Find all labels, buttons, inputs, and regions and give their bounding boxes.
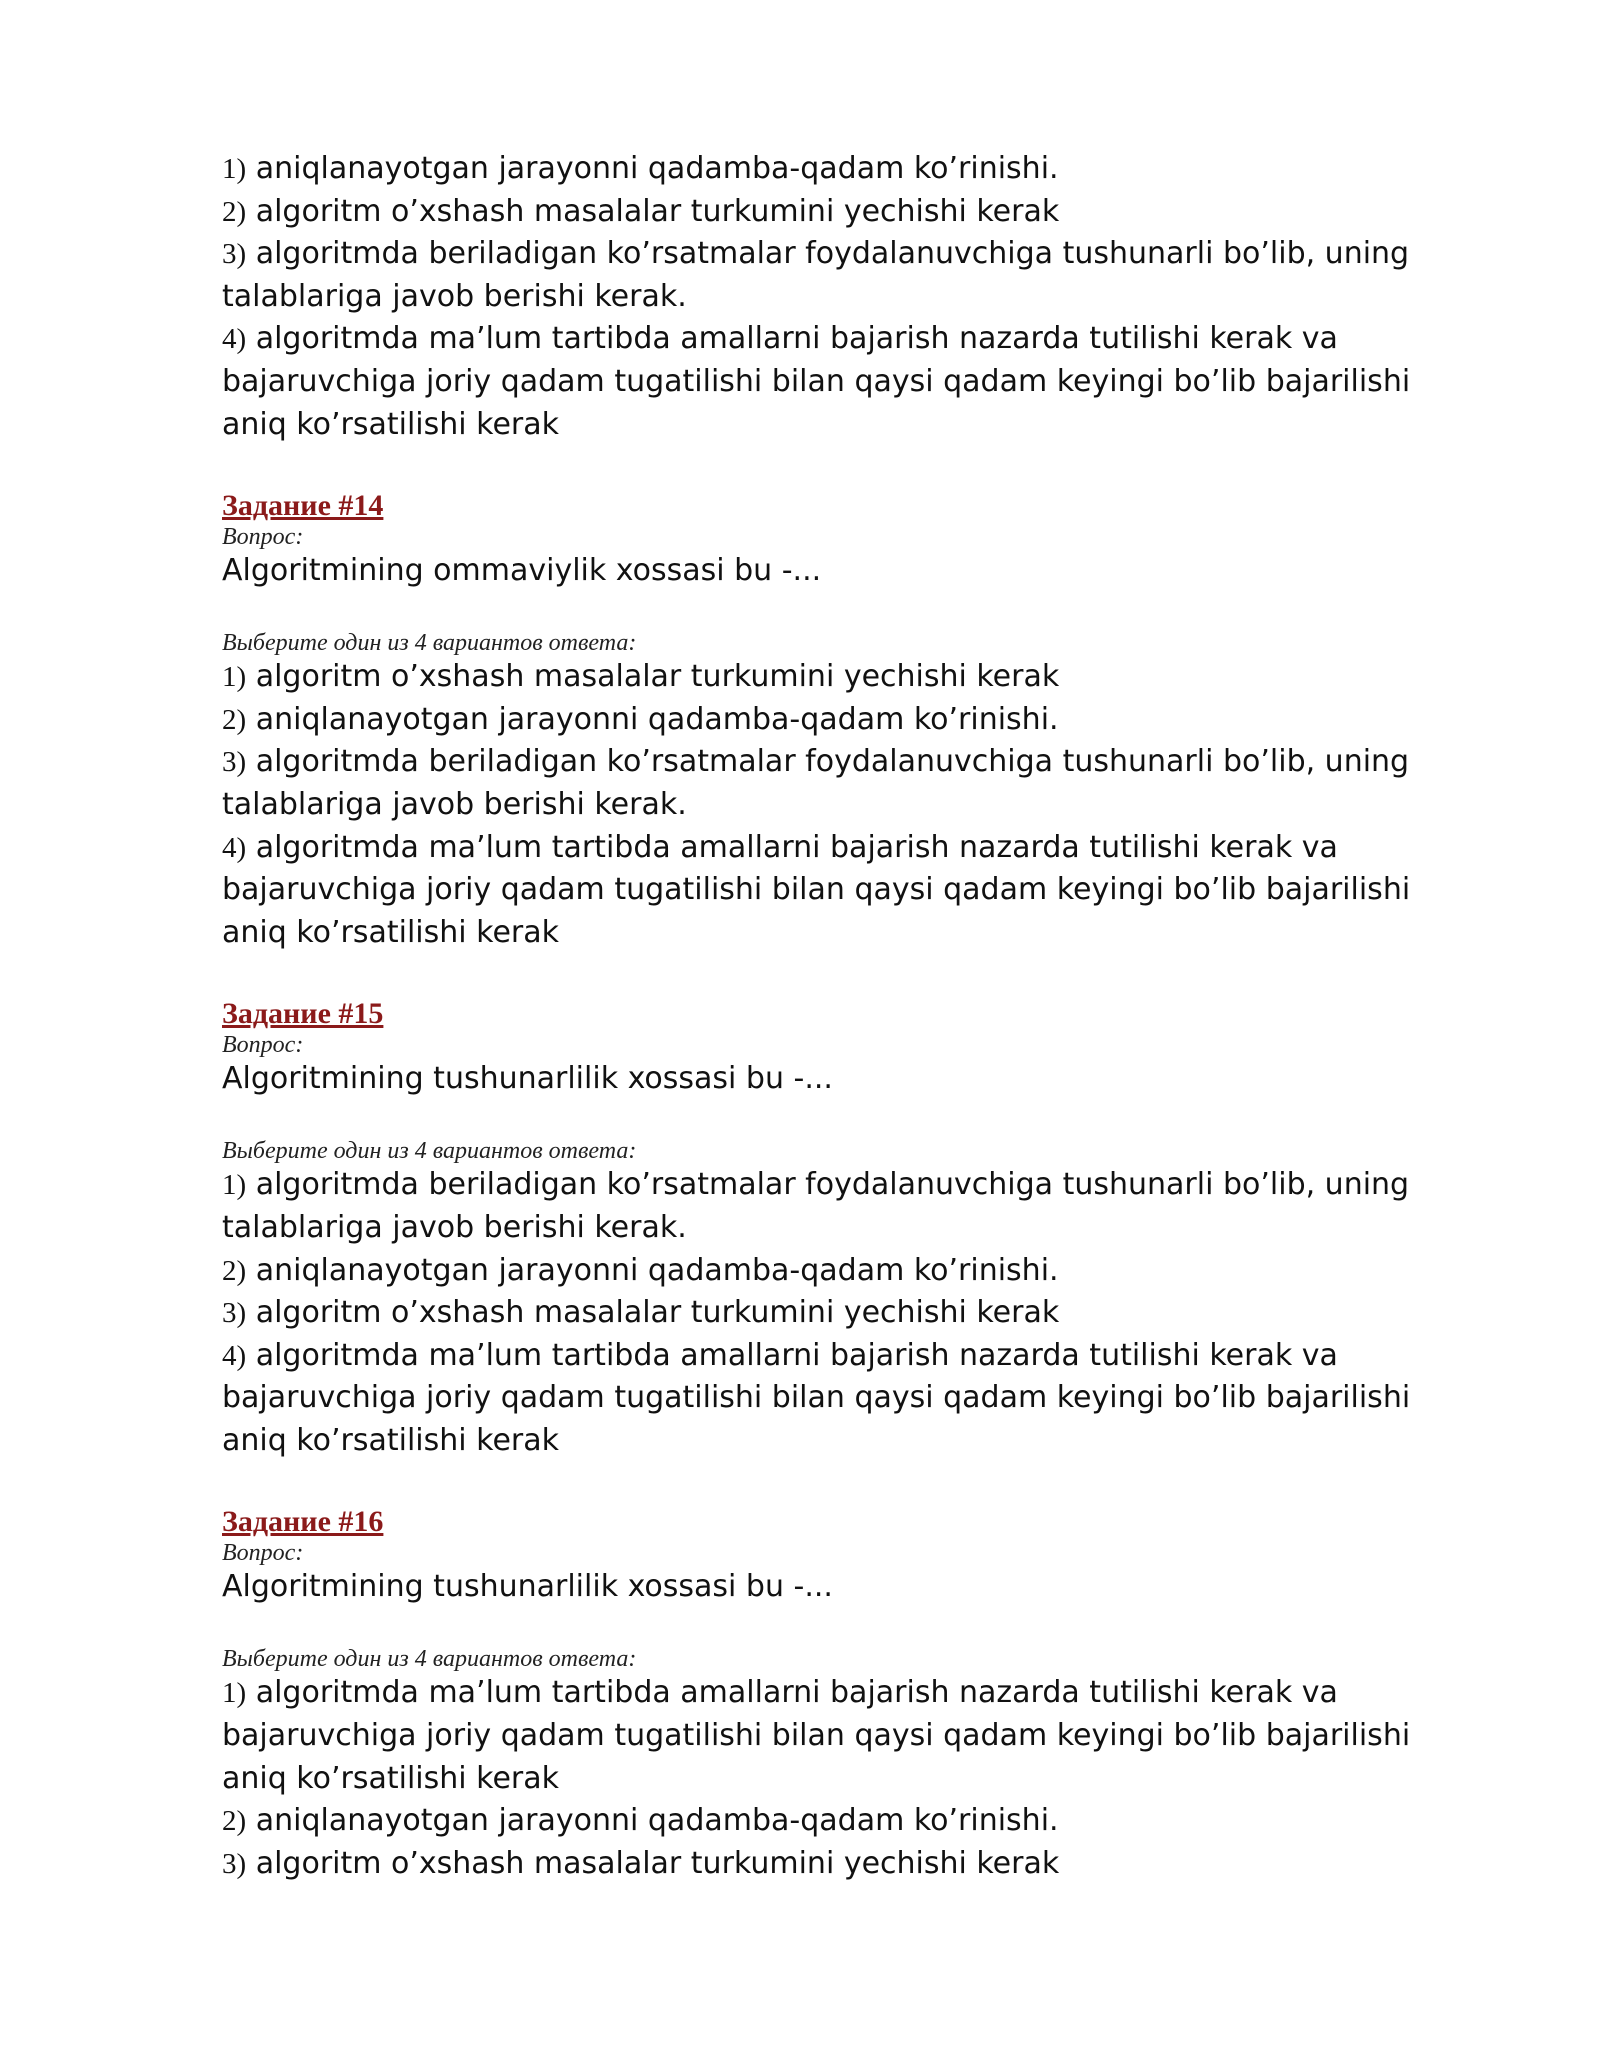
task-title: Задание #15 (222, 997, 384, 1031)
answer-option (222, 318, 1482, 446)
question-text: Algoritmining ommaviylik xossasi bu -... (222, 553, 822, 589)
answer-number: 3) (222, 1297, 247, 1330)
answer-option (222, 1672, 1482, 1800)
answer-text: algoritmda ma’lum tartibda amallarni bajarish nazarda tutilishi kerak va bajaruvchiga joriy qadam tugatilishi bilan qaysi qadam keyingi bo’lib bajarilishi aniq ko’rsatilishi kerak (222, 1337, 1411, 1458)
answer-text: algoritmda ma’lum tartibda amallarni bajarish nazarda tutilishi kerak va bajaruvchiga joriy qadam tugatilishi bilan qaysi qadam keyingi bo’lib bajarilishi aniq ko’rsatilishi kerak (222, 829, 1411, 950)
answer-option (222, 1800, 1482, 1843)
question-label: Вопрос: (222, 1032, 304, 1059)
answer-text: algoritm o’xshash masalalar turkumini yechishi kerak (246, 193, 1060, 229)
answer-option (222, 1292, 1482, 1335)
task-block (222, 488, 1482, 954)
answer-number: 3) (222, 746, 247, 779)
task-block (222, 1504, 1482, 1885)
answer-number: 1) (222, 661, 247, 694)
answer-option (222, 741, 1482, 826)
answer-number: 2) (222, 703, 247, 736)
answer-text: algoritmda beriladigan ko’rsatmalar foydalanuvchiga tushunarli bo’lib, uning talablariga javob berishi kerak. (222, 1167, 1410, 1245)
answer-option (222, 233, 1482, 318)
task-block (222, 996, 1482, 1462)
answer-text: algoritmda beriladigan ko’rsatmalar foydalanuvchiga tushunarli bo’lib, uning talablariga javob berishi kerak. (222, 236, 1410, 314)
answer-number: 3) (222, 1847, 247, 1880)
choose-label: Выберите один из 4 вариантов ответа: (222, 1646, 637, 1673)
choose-label: Выберите один из 4 вариантов ответа: (222, 1138, 637, 1165)
answer-number: 3) (222, 238, 247, 271)
answer-text: aniqlanayotgan jarayonni qadamba-qadam ko’rinishi. (246, 151, 1059, 186)
task-title: Задание #14 (222, 489, 384, 523)
answer-number: 4) (222, 831, 247, 864)
answer-number: 4) (222, 323, 247, 356)
choose-label: Выберите один из 4 вариантов ответа: (222, 630, 637, 657)
question-label: Вопрос: (222, 1540, 304, 1567)
question-text: Algoritmining tushunarlilik xossasi bu -... (222, 1569, 833, 1605)
previous-task-answers (222, 148, 1482, 446)
question-label: Вопрос: (222, 524, 304, 551)
answer-option (222, 148, 1482, 191)
answer-number: 2) (222, 1805, 247, 1838)
answer-option (222, 1335, 1482, 1463)
answer-option (222, 1843, 1482, 1886)
answer-number: 4) (222, 1339, 247, 1372)
question-text: Algoritmining tushunarlilik xossasi bu -... (222, 1061, 833, 1097)
answer-option (222, 699, 1482, 742)
answer-number: 1) (222, 1677, 247, 1710)
answer-number: 2) (222, 195, 247, 228)
answer-option (222, 827, 1482, 955)
answer-text: algoritm o’xshash masalalar turkumini yechishi kerak (246, 1295, 1060, 1331)
answer-option (222, 191, 1482, 234)
answer-number: 2) (222, 1254, 247, 1287)
answer-text: aniqlanayotgan jarayonni qadamba-qadam ko’rinishi. (246, 1252, 1059, 1288)
answer-text: algoritmda beriladigan ko’rsatmalar foydalanuvchiga tushunarli bo’lib, uning talablariga javob berishi kerak. (222, 744, 1410, 822)
answer-option (222, 656, 1482, 699)
answer-text: algoritmda ma’lum tartibda amallarni bajarish nazarda tutilishi kerak va bajaruvchiga joriy qadam tugatilishi bilan qaysi qadam keyingi bo’lib bajarilishi aniq ko’rsatilishi kerak (222, 1675, 1411, 1796)
answer-text: aniqlanayotgan jarayonni qadamba-qadam ko’rinishi. (246, 701, 1059, 737)
answer-number: 1) (222, 153, 247, 185)
answer-number: 1) (222, 1169, 247, 1202)
answer-option (222, 1164, 1482, 1249)
answer-text: aniqlanayotgan jarayonni qadamba-qadam ko’rinishi. (246, 1803, 1059, 1839)
answer-text: algoritm o’xshash masalalar turkumini yechishi kerak (246, 659, 1060, 695)
answer-text: algoritmda ma’lum tartibda amallarni bajarish nazarda tutilishi kerak va bajaruvchiga joriy qadam tugatilishi bilan qaysi qadam keyingi bo’lib bajarilishi aniq ko’rsatilishi kerak (222, 321, 1411, 442)
answer-text: algoritm o’xshash masalalar turkumini yechishi kerak (246, 1845, 1060, 1881)
task-title: Задание #16 (222, 1505, 384, 1539)
answer-option (222, 1250, 1482, 1293)
document-page (222, 148, 1482, 1885)
